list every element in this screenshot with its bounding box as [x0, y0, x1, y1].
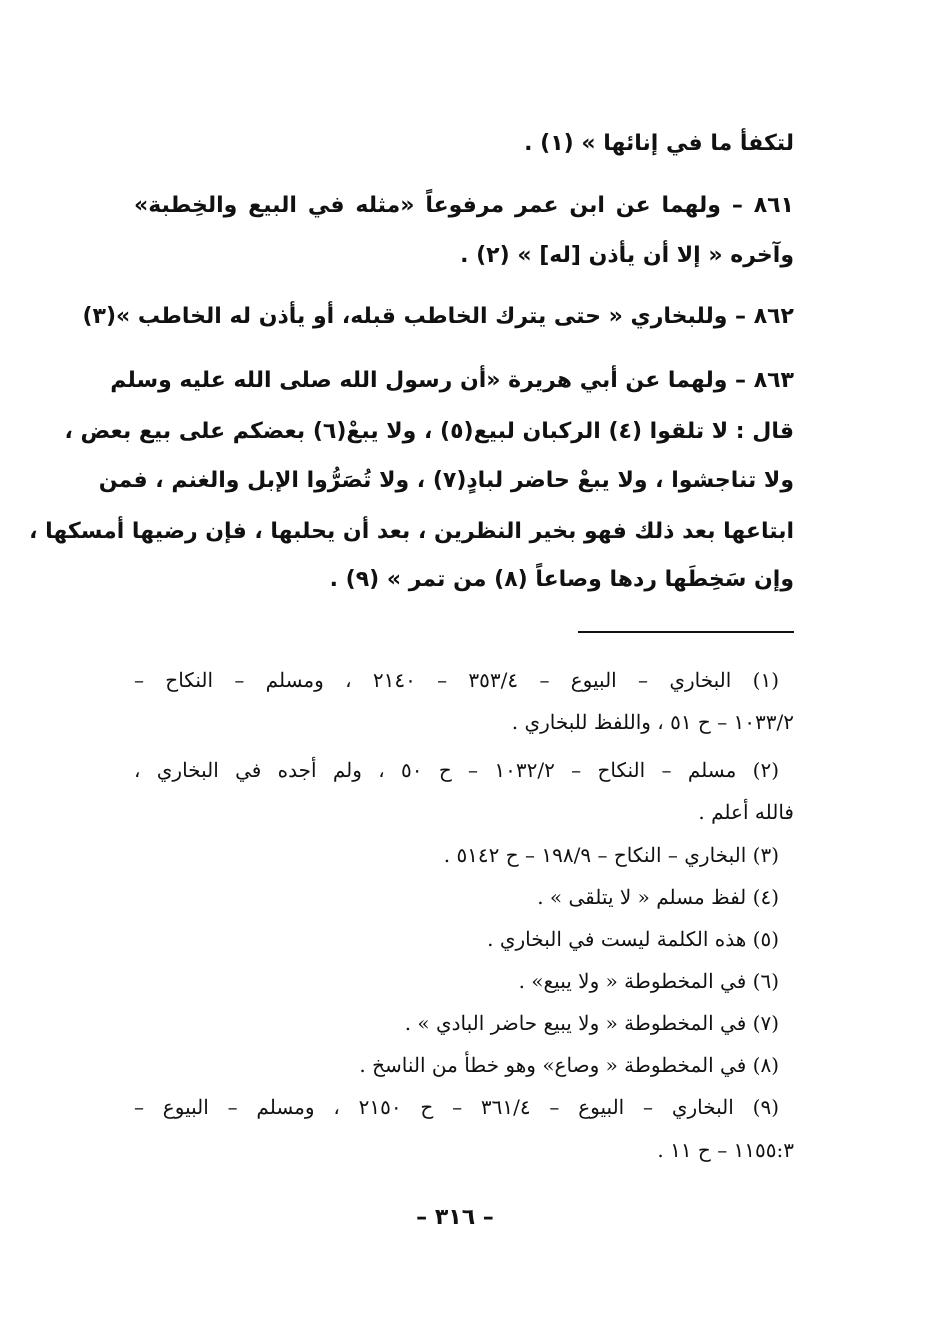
footnote-separator [578, 631, 794, 633]
page-number: – ٣١٦ – [416, 1205, 494, 1230]
footnote-line: (٢) مسلم – النكاح – ١٠٣٢/٢ – ح ٥٠ ، ولم أجده في البخاري ، [134, 758, 780, 782]
body-line: لتكفأ ما في إنائها » (١) . [524, 131, 794, 156]
footnote-line: فالله أعلم . [698, 800, 794, 824]
footnote-line: (٩) البخاري – البيوع – ٣٦١/٤ – ح ٢١٥٠ ، ومسلم – البيوع – [134, 1095, 780, 1119]
footnote-line: (٣) البخاري – النكاح – ١٩٨/٩ – ح ٥١٤٢ . [443, 843, 779, 867]
body-line: ٨٦٢ – وللبخاري « حتى يترك الخاطب قبله، أو يأذن له الخاطب »(٣) [82, 304, 794, 329]
footnote-line: ١٠٣٣/٢ – ح ٥١ ، واللفظ للبخاري . [511, 710, 794, 734]
body-line: وآخره « إلا أن يأذن [له] » (٢) . [460, 243, 794, 268]
footnote-line: (٨) في المخطوطة « وصاع» وهو خطأ من الناسخ . [359, 1053, 779, 1077]
body-line: ولا تناجشوا ، ولا يبعْ حاضر لبادٍ(٧) ، ولا تُصَرُّوا الإبل والغنم ، فمن [98, 468, 794, 493]
body-line: ٨٦١ – ولهما عن ابن عمر مرفوعاً «مثله في البيع والخِطبة» [134, 193, 794, 218]
footnote-line: (٦) في المخطوطة « ولا يبيع» . [518, 969, 779, 993]
footnote-line: ١١٥٥:٣ – ح ١١ . [657, 1138, 794, 1162]
footnote-line: (٤) لفظ مسلم « لا يتلقى » . [537, 885, 779, 909]
footnote-line: (٥) هذه الكلمة ليست في البخاري . [487, 927, 779, 951]
body-line: وإن سَخِطَها ردها وصاعاً (٨) من تمر » (٩) . [329, 567, 794, 592]
footnote-line: (١) البخاري – البيوع – ٣٥٣/٤ – ٢١٤٠ ، ومسلم – النكاح – [134, 668, 780, 692]
footnote-line: (٧) في المخطوطة « ولا يبيع حاضر البادي » . [404, 1011, 779, 1035]
body-line: قال : لا تلقوا (٤) الركبان لبيع(٥) ، ولا يبعْ(٦) بعضكم على بيع بعض ، [64, 419, 794, 444]
body-line: ٨٦٣ – ولهما عن أبي هريرة «أن رسول الله صلى الله عليه وسلم [110, 368, 794, 393]
body-line: ابتاعها بعد ذلك فهو بخير النظرين ، بعد أن يحلبها ، فإن رضيها أمسكها ، [29, 519, 794, 544]
